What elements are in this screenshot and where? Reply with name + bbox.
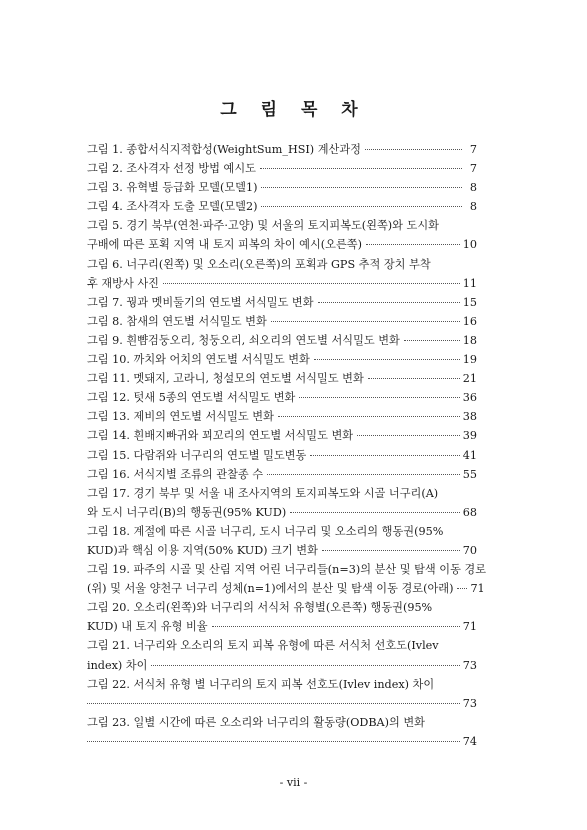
toc-entry <box>87 159 477 178</box>
toc-page-number: 15 <box>462 295 477 309</box>
toc-entry-text: 구배에 따른 포획 지역 내 토지 피복의 차이 예시(오른쪽) <box>87 238 362 252</box>
toc-entry-text: 그림 3. 유혁별 등급화 모델(모델1) <box>87 181 258 195</box>
figure-list <box>87 140 487 751</box>
toc-entry-text: (위) 및 서울 양천구 너구리 성체(n=1)에서의 분산 및 탐색 이동 경로(아래) <box>87 582 454 596</box>
toc-entry-text: 그림 20. 오소리(왼쪽)와 너구리의 서식처 유형별(오른쪽) 행동권(95% <box>87 601 433 615</box>
toc-entry <box>87 140 477 159</box>
toc-entry-line <box>87 560 487 579</box>
toc-entry <box>87 407 477 426</box>
toc-entry-text: 그림 17. 경기 북부 및 서울 내 조사지역의 토지피복도와 시골 너구리(A) <box>87 486 439 500</box>
toc-page-number: 74 <box>462 734 477 748</box>
toc-entry <box>87 465 477 484</box>
dot-leader <box>267 473 460 475</box>
toc-entry-text: 그림 9. 흰뺨검둥오리, 청둥오리, 쇠오리의 연도별 서식밀도 변화 <box>87 333 400 347</box>
dot-leader <box>457 587 467 589</box>
dot-leader <box>290 511 460 513</box>
toc-page-number: 36 <box>462 391 477 405</box>
toc-entry <box>87 694 477 713</box>
toc-entry <box>87 312 477 331</box>
toc-page-number: 41 <box>462 448 477 462</box>
dot-leader <box>260 167 462 169</box>
toc-page-number: 18 <box>462 333 477 347</box>
toc-entry <box>87 274 477 293</box>
dot-leader <box>261 186 462 188</box>
toc-entry <box>87 293 477 312</box>
dot-leader <box>271 320 460 322</box>
toc-entry-line <box>87 675 477 694</box>
toc-entry-text: 그림 14. 흰배지빠귀와 꾀꼬리의 연도별 서식밀도 변화 <box>87 429 354 443</box>
toc-page-number: 7 <box>469 162 477 176</box>
toc-entry-text: 그림 23. 일별 시간에 따른 오소리와 너구리의 활동량(ODBA)의 변화 <box>87 715 425 729</box>
dot-leader <box>318 301 460 303</box>
toc-entry-text: 그림 10. 까치와 어치의 연도별 서식밀도 변화 <box>87 353 310 367</box>
toc-entry <box>87 388 477 407</box>
dot-leader <box>322 549 460 551</box>
dot-leader <box>366 243 460 245</box>
toc-entry-text: 그림 13. 제비의 연도별 서식밀도 변화 <box>87 410 274 424</box>
toc-entry-text: 그림 21. 너구리와 오소리의 토지 피복 유형에 따른 서식처 선호도(Ivlev <box>87 639 439 653</box>
toc-entry-line <box>87 484 477 503</box>
dot-leader <box>87 740 460 742</box>
dot-leader <box>278 415 460 417</box>
toc-entry-line <box>87 255 477 274</box>
toc-entry-text: 그림 15. 다람쥐와 너구리의 연도별 밀도변동 <box>87 448 307 462</box>
toc-entry-text: KUD)과 핵심 이용 지역(50% KUD) 크기 변화 <box>87 543 318 557</box>
toc-page-number: 8 <box>469 200 477 214</box>
toc-entry-text: 그림 18. 계절에 따른 시골 너구리, 도시 너구리 및 오소리의 행동권(95% <box>87 524 444 538</box>
toc-entry-text: 그림 7. 꿩과 멧비둘기의 연도별 서식밀도 변화 <box>87 295 314 309</box>
toc-entry <box>87 235 477 254</box>
toc-page-number: 68 <box>462 505 477 519</box>
toc-entry <box>87 369 477 388</box>
dot-leader <box>310 454 459 456</box>
dot-leader <box>404 339 460 341</box>
dot-leader <box>151 664 459 666</box>
toc-entry <box>87 178 477 197</box>
toc-entry-text: 그림 16. 서식지별 조류의 관찰종 수 <box>87 467 264 481</box>
toc-entry <box>87 331 477 350</box>
dot-leader <box>368 377 460 379</box>
toc-entry-line <box>87 598 477 617</box>
toc-page-number: 55 <box>462 467 477 481</box>
toc-entry-text: 그림 6. 너구리(왼쪽) 및 오소리(오른쪽)의 포획과 GPS 추적 장치 부착 <box>87 257 431 271</box>
toc-entry-line <box>87 522 477 541</box>
toc-entry <box>87 617 477 636</box>
toc-entry <box>87 426 477 445</box>
toc-entry-text: 그림 8. 참새의 연도별 서식밀도 변화 <box>87 314 267 328</box>
toc-entry-text: 그림 19. 파주의 시골 및 산림 지역 어린 너구리들(n=3)의 분산 및 탐색 이동 경로 <box>87 563 487 577</box>
toc-page-number: 70 <box>462 543 477 557</box>
toc-entry-line <box>87 636 477 655</box>
toc-entry-text: 후 재방사 사진 <box>87 276 159 290</box>
toc-entry <box>87 656 477 675</box>
toc-entry <box>87 350 477 369</box>
dot-leader <box>163 282 460 284</box>
toc-page-number: 39 <box>462 429 477 443</box>
page-number: - vii - <box>279 776 308 789</box>
toc-entry-text: 그림 12. 텃새 5종의 연도별 서식밀도 변화 <box>87 391 296 405</box>
toc-entry <box>87 503 477 522</box>
dot-leader <box>299 396 459 398</box>
toc-page-number: 16 <box>462 314 477 328</box>
toc-entry-text: 그림 22. 서식처 유형 별 너구리의 토지 피복 선호도(Ivlev index) 차이 <box>87 677 435 691</box>
toc-page-number: 7 <box>469 143 477 156</box>
toc-page-number: 71 <box>470 582 485 596</box>
toc-entry-text: index) 차이 <box>87 658 148 672</box>
toc-page-number: 11 <box>462 276 477 290</box>
toc-page-number: 21 <box>462 372 477 386</box>
toc-entry <box>87 541 477 560</box>
toc-entry-text: 그림 2. 조사격자 선정 방법 예시도 <box>87 162 256 176</box>
dot-leader <box>314 358 460 360</box>
toc-page-number: 73 <box>462 658 477 672</box>
toc-entry-text: 그림 11. 멧돼지, 고라니, 청설모의 연도별 서식밀도 변화 <box>87 372 364 386</box>
toc-entry-text: 와 도시 너구리(B)의 행동권(95% KUD) <box>87 505 287 519</box>
toc-entry <box>87 446 477 465</box>
toc-entry-text: KUD) 내 토지 유형 비율 <box>87 620 208 634</box>
toc-entry-text: 그림 4. 조사격자 도출 모델(모델2) <box>87 200 258 214</box>
dot-leader <box>212 625 460 627</box>
dot-leader <box>261 205 462 207</box>
toc-entry <box>87 579 485 598</box>
toc-entry-line <box>87 713 477 732</box>
toc-entry-text: 그림 5. 경기 북부(연천·파주·고양) 및 서울의 토지피복도(왼쪽)와 도시화 <box>87 219 439 233</box>
dot-leader <box>357 434 460 436</box>
toc-entry <box>87 197 477 216</box>
toc-entry-text: 그림 1. 종합서식지적합성(WeightSum_HSI) 계산과정 <box>87 143 361 156</box>
toc-page-number: 19 <box>462 353 477 367</box>
toc-page-number: 8 <box>469 181 477 195</box>
toc-page-number: 10 <box>462 238 477 252</box>
dot-leader <box>87 702 460 704</box>
dot-leader <box>365 148 462 150</box>
toc-page-number: 71 <box>462 620 477 634</box>
toc-page-number: 73 <box>462 696 477 710</box>
toc-entry-line <box>87 216 477 235</box>
toc-page-number: 38 <box>462 410 477 424</box>
toc-entry <box>87 732 477 751</box>
page-title: 그 림 목 차 <box>220 100 367 120</box>
